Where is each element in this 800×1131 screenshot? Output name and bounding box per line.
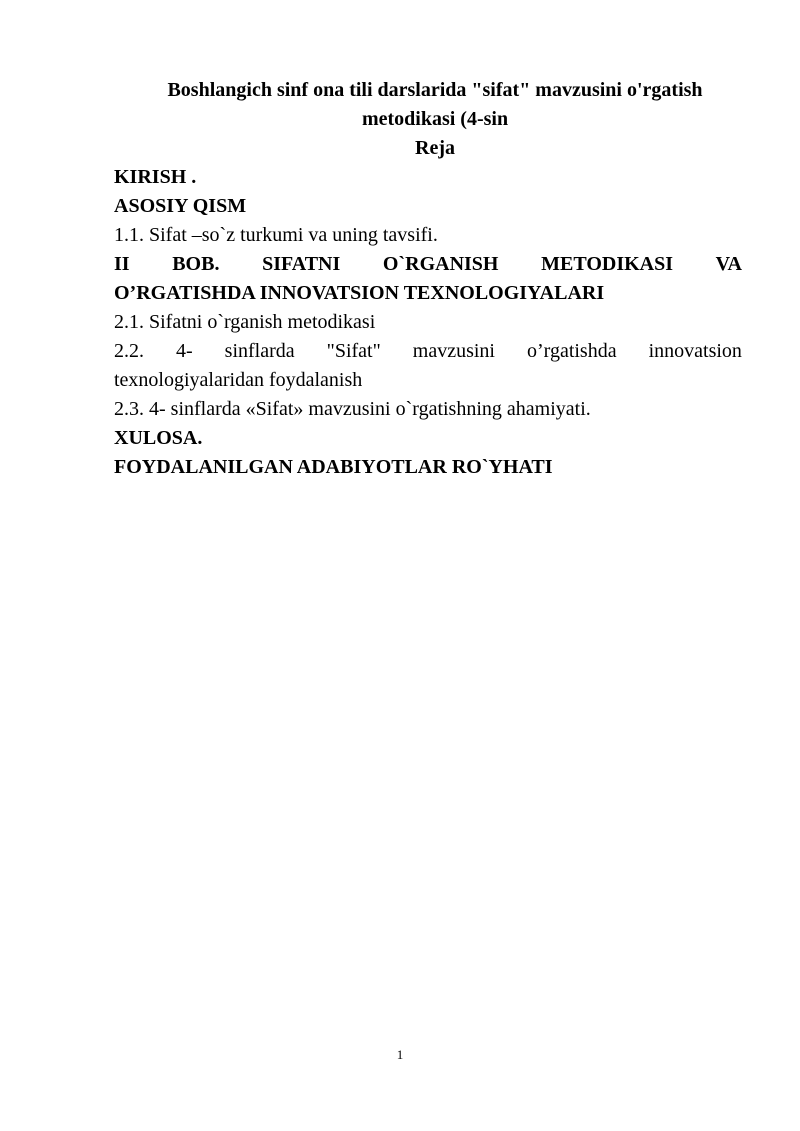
toc-item-conclusion: XULOSA. [114,427,203,449]
chapter-2-word: O`RGANISH [382,253,499,275]
document-title: Boshlangich sinf ona tili darslarida "sifat" mavzusini o'rgatish metodikasi (4-sin [167,79,703,130]
section-2-2-word: "Sifat" [326,340,381,362]
toc-item-section-2-2-line2: texnologiyalaridan foydalanish [114,369,363,391]
toc-item-intro: KIRISH . [114,166,197,188]
toc-item-chapter-2-line2: O’RGATISHDA INNOVATSION TEXNOLOGIYALARI [114,282,605,304]
section-2-2-word: 4- [176,340,193,362]
toc-item-section-2-3: 2.3. 4- sinflarda «Sifat» mavzusini o`rgatishning ahamiyati. [114,398,591,420]
chapter-2-word: METODIKASI [541,253,674,275]
chapter-2-word: II [114,253,130,275]
section-2-2-word: mavzusini [412,340,495,362]
toc-item-chapter-2-line1 [114,250,742,279]
section-2-2-word: innovatsion [648,340,742,362]
chapter-2-word: BOB. [172,253,220,275]
toc-item-references: FOYDALANILGAN ADABIYOTLAR RO`YHATI [114,456,553,478]
section-2-2-word: sinflarda [224,340,295,362]
chapter-2-word: SIFATNI [262,253,341,275]
toc-item-section-2-2-line1 [114,337,742,366]
chapter-2-word: VA [715,253,742,275]
section-2-2-word: o’rgatishda [526,340,617,362]
section-2-2-word: 2.2. [114,340,144,362]
page-number: 1 [396,1047,404,1062]
toc-item-section-2-1: 2.1. Sifatni o`rganish metodikasi [114,311,376,333]
plan-heading: Reja [415,137,455,159]
document-content [114,76,742,482]
toc-item-main-part: ASOSIY QISM [114,195,247,217]
toc-item-section-1-1: 1.1. Sifat –so`z turkumi va uning tavsifi. [114,224,438,246]
